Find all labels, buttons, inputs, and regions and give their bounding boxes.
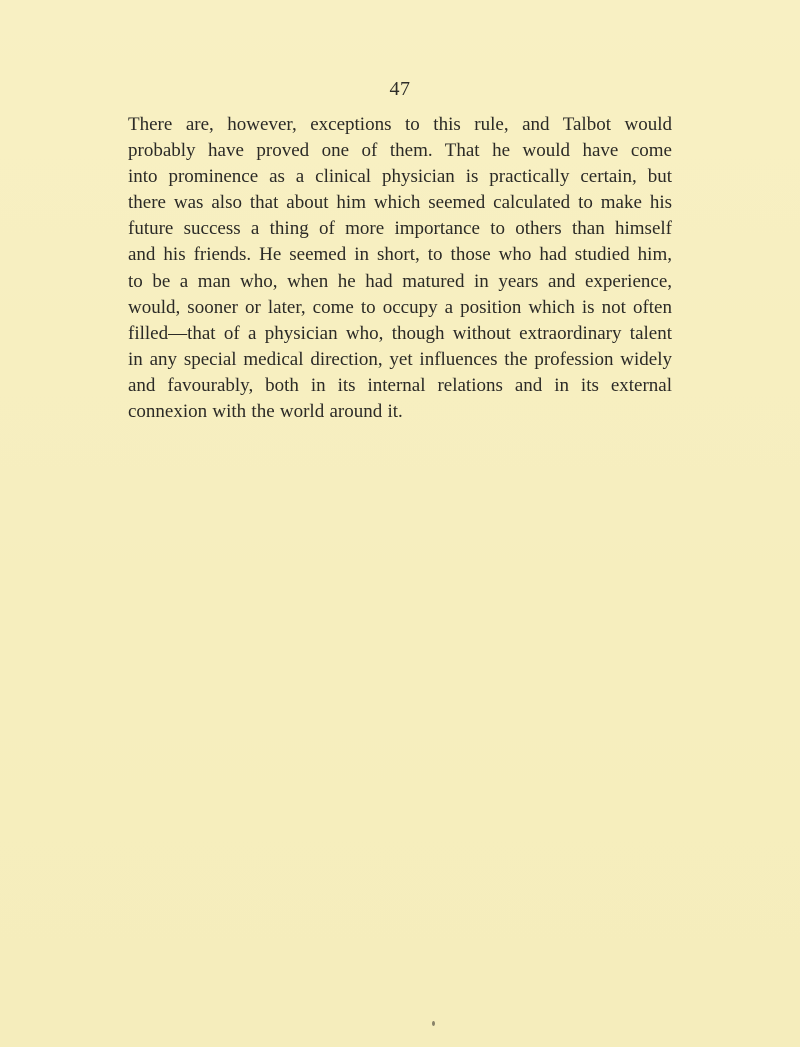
paragraph-line: there was also that about him which seemed calculated to make his [128,192,672,214]
paragraph-line: to be a man who, when he had matured in years and experience, [128,270,672,292]
paragraph-line: future success a thing of more importance to others than himself [128,218,672,240]
paragraph-line: would, sooner or later, come to occupy a position which is not often [128,296,672,318]
paragraph-line: connexion with the world around it. [128,401,403,423]
paragraph-line: filled—that of a physician who, though without extraordinary talent [128,322,672,344]
paragraph-line: and his friends. He seemed in short, to those who had studied him, [128,244,672,266]
paragraph-line: into prominence as a clinical physician is practically certain, but [128,166,672,188]
paragraph-line: There are, however, exceptions to this rule, and Talbot would [128,114,672,135]
paragraph-line: in any special medical direction, yet influences the profession widely [128,348,672,370]
body-paragraph [128,112,672,425]
paragraph-line: and favourably, both in its internal relations and in its external [128,374,672,396]
paragraph-line: probably have proved one of them. That he would have come [128,140,672,162]
paper-speck [432,1021,435,1026]
page-number: 47 [389,78,411,100]
